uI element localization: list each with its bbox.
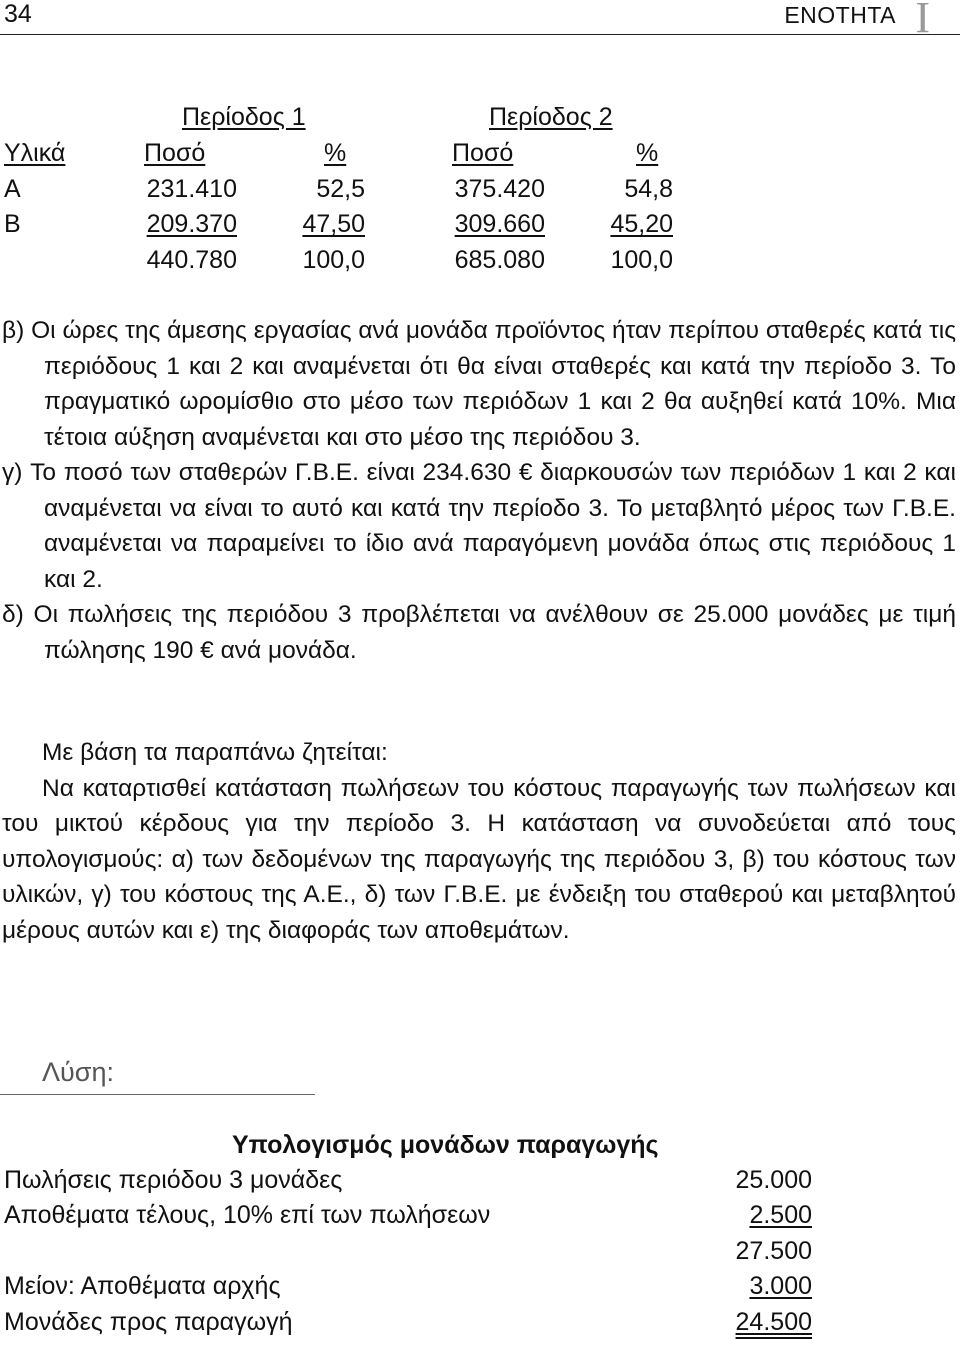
page-header	[0, 0, 960, 42]
calc-row-label: Αποθέματα τέλους, 10% επί των πωλήσεων	[4, 1201, 491, 1229]
table-cell-amount1: 209.370	[146, 210, 237, 238]
table-cell-amount2: 309.660	[454, 210, 545, 238]
calc-row-value: 25.000	[735, 1166, 812, 1194]
calc-subtotal-value: 27.500	[735, 1237, 812, 1265]
list-item	[2, 455, 956, 597]
table-cell-material: Α	[4, 175, 21, 203]
data-items	[2, 313, 956, 668]
table-cell-pct1: 52,5	[316, 175, 365, 203]
table-cell-pct1: 47,50	[302, 210, 365, 238]
list-item	[2, 313, 956, 455]
col-header-pct1: %	[324, 139, 347, 167]
item-text: Οι ώρες της άμεσης εργασίας ανά μονάδα προϊόντος ήταν περίπου σταθερές κατά τις περιόδους 1 και 2 και αναμένεται ότι θα είναι σταθερές και κατά την περίοδο 3. Το πραγματικό ωρομίσθιο στο μέσο των περιόδων 1 και 2 θα αυξηθεί κατά 10%. Μια τέτοια αύξηση αναμένεται και στο μέσο της περιόδου 3.	[31, 317, 956, 451]
calc-total-value: 24.500	[735, 1308, 812, 1336]
item-marker: γ)	[2, 459, 23, 486]
requirement-block	[2, 735, 956, 948]
calc-row-value: 3.000	[749, 1272, 812, 1300]
table-total-amount1: 440.780	[146, 246, 237, 274]
section-title: ΕΝΟΤΗΤΑ	[784, 2, 896, 28]
calc-row-value: 2.500	[749, 1201, 812, 1229]
table-cell-pct2: 45,20	[610, 210, 673, 238]
calc-row-label: Μείον: Αποθέματα αρχής	[4, 1272, 281, 1300]
period1-header: Περίοδος 1	[182, 103, 306, 131]
calc-row-label: Μονάδες προς παραγωγή	[4, 1308, 293, 1336]
table-cell-pct2: 54,8	[624, 175, 673, 203]
col-header-material: Υλικά	[4, 139, 66, 167]
period2-header: Περίοδος 2	[489, 103, 613, 131]
table-total-pct1: 100,0	[302, 246, 365, 274]
table-total-amount2: 685.080	[454, 246, 545, 274]
list-item	[2, 597, 956, 668]
requirement-intro: Με βάση τα παραπάνω ζητείται:	[42, 739, 388, 766]
col-header-pct2: %	[636, 139, 659, 167]
requirement-text: Να καταρτισθεί κατάσταση πωλήσεων του κόστους παραγωγής των πωλήσεων και του μικτού κέρδους για την περίοδο 3. Η κατάσταση να συνοδεύεται από τους υπολογισμούς: α) των δεδομένων της παραγωγής της περιόδου 3, β) του κόστους των υλικών, γ) του κόστους της Α.Ε., δ) των Γ.Β.Ε. με ένδειξη του σταθερού και μεταβλητού μέρους αυτών και ε) της διαφοράς των αποθεμάτων.	[2, 774, 956, 944]
col-header-amount1: Ποσό	[144, 139, 206, 167]
calc-row-label: Πωλήσεις περιόδου 3 μονάδες	[4, 1166, 343, 1194]
table-cell-amount2: 375.420	[454, 175, 545, 203]
solution-title: Υπολογισμός μονάδων παραγωγής	[232, 1131, 659, 1159]
table-cell-material: Β	[4, 210, 21, 238]
section-numeral: I	[915, 0, 930, 42]
solution-label: Λύση:	[42, 1057, 114, 1087]
item-text: Το ποσό των σταθερών Γ.Β.Ε. είναι 234.630 € διαρκουσών των περιόδων 1 και 2 και αναμένεται να είναι το αυτό και κατά την περίοδο 3. Το μεταβλητό μέρος των Γ.Β.Ε. αναμένεται να παραμείνει το ίδιο ανά παραγόμενη μονάδα όπως στις περιόδους 1 και 2.	[30, 459, 956, 593]
solution-divider	[0, 1094, 315, 1095]
table-cell-amount1: 231.410	[146, 175, 237, 203]
table-total-pct2: 100,0	[610, 246, 673, 274]
item-marker: β)	[2, 317, 25, 344]
page-number: 34	[4, 0, 32, 28]
item-marker: δ)	[2, 601, 24, 628]
col-header-amount2: Ποσό	[452, 139, 514, 167]
item-text: Οι πωλήσεις της περιόδου 3 προβλέπεται να ανέλθουν σε 25.000 μονάδες με τιμή πώλησης 190 € ανά μονάδα.	[33, 601, 956, 664]
